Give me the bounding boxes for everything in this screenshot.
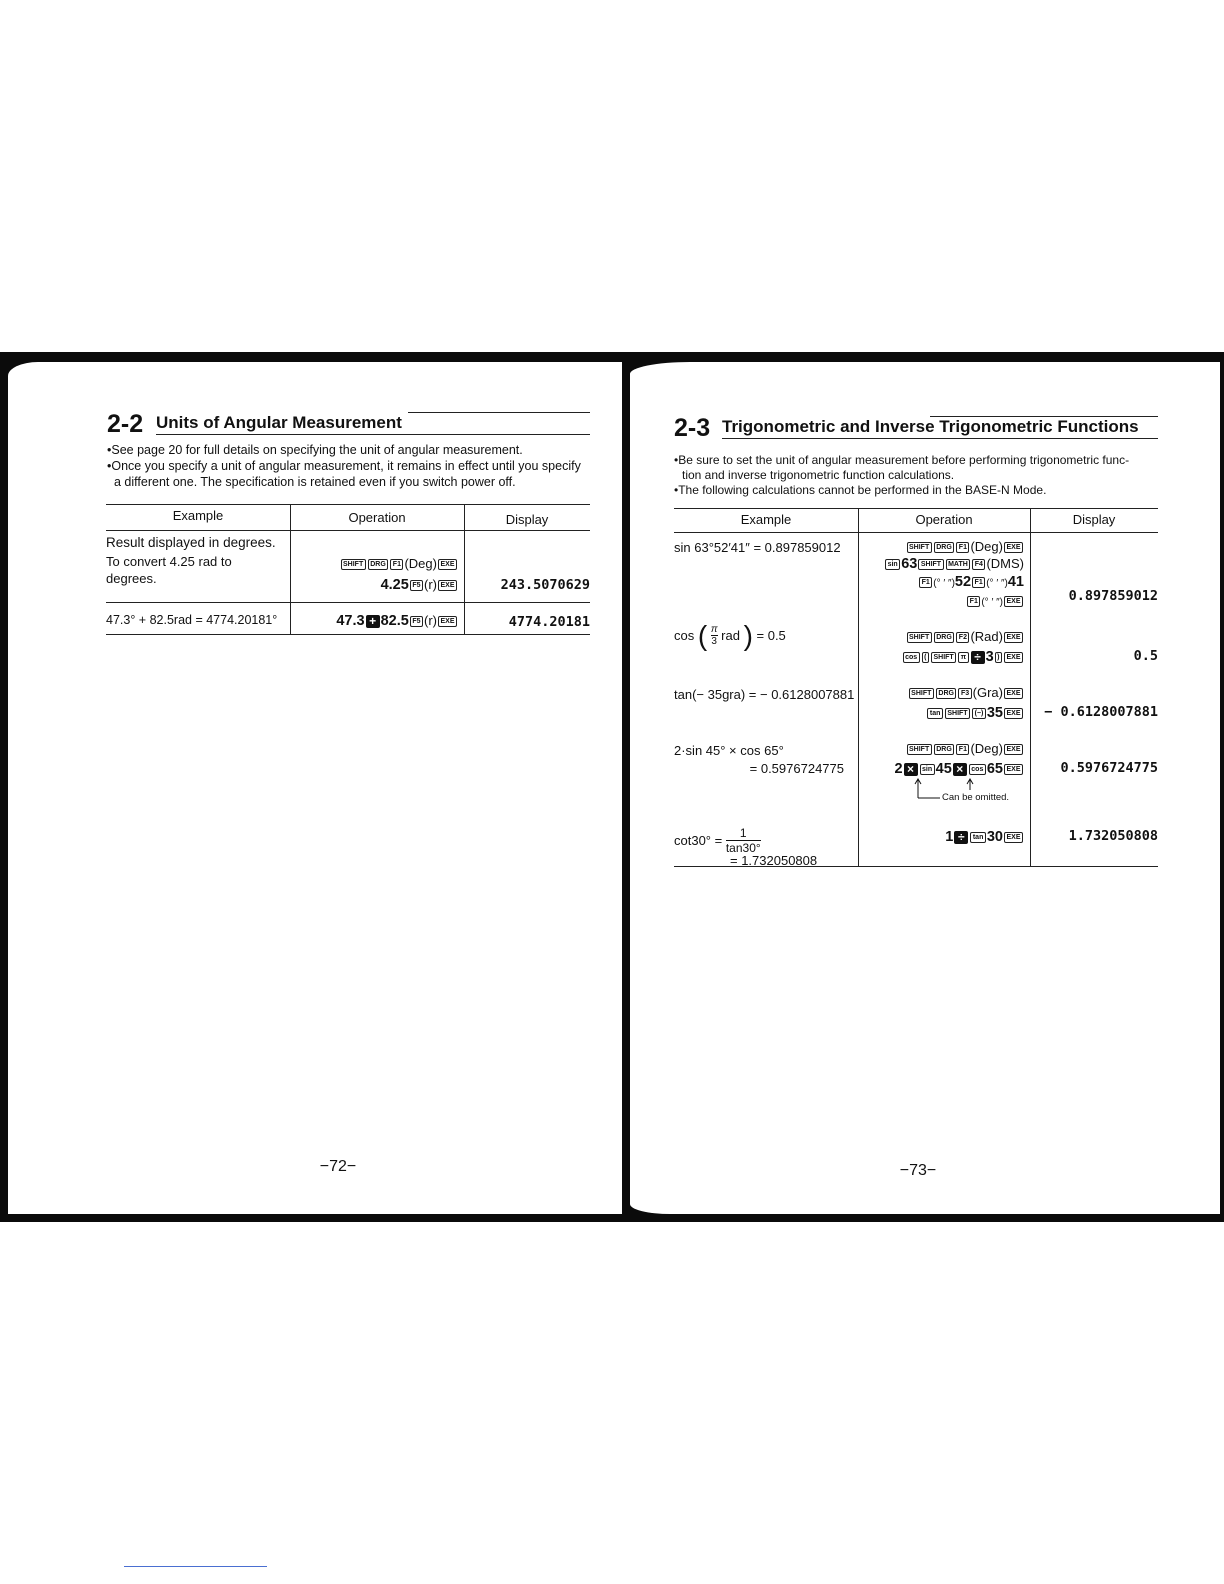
- display-value: 0.5: [1133, 648, 1158, 664]
- exe-key: EXE: [1004, 764, 1023, 775]
- example-sin: sin 63°52′41″ = 0.897859012: [674, 540, 841, 555]
- example-line: Result displayed in degrees.: [106, 535, 276, 550]
- rparen-key: ): [995, 652, 1002, 663]
- op-number: 45: [935, 761, 952, 777]
- operation-cell: [858, 538, 1024, 611]
- op-label: (DMS): [986, 556, 1024, 571]
- right-page: [630, 362, 1220, 1214]
- op-number: 2: [894, 761, 903, 777]
- header-display: Display: [505, 512, 549, 527]
- shift-key: SHIFT: [909, 688, 934, 699]
- exe-key: EXE: [438, 580, 457, 591]
- example-text: = 0.5: [756, 628, 786, 643]
- bullet-2: •Once you specify a unit of angular measurement, it remains in effect until you specify: [107, 459, 581, 473]
- exe-key: EXE: [1004, 688, 1023, 699]
- exe-key: EXE: [1004, 596, 1023, 607]
- op-number: 65: [986, 761, 1003, 777]
- operation-cell: [858, 628, 1024, 666]
- fraction-numerator: π: [710, 624, 718, 635]
- drg-key: DRG: [936, 688, 957, 699]
- page-number: −72−: [319, 1158, 357, 1175]
- exe-key: EXE: [438, 559, 457, 570]
- operation-cell: [858, 684, 1024, 722]
- shift-key: SHIFT: [907, 542, 932, 553]
- op-number: 41: [1007, 574, 1024, 590]
- operation-cell: [858, 828, 1024, 846]
- times-key: ×: [904, 763, 918, 776]
- op-label: (Deg): [970, 741, 1003, 756]
- drg-key: DRG: [934, 632, 955, 643]
- row-rule: [106, 602, 590, 603]
- cos-key: cos: [903, 652, 920, 663]
- header-display: Display: [1072, 512, 1116, 527]
- display-value: 1.732050808: [1068, 828, 1158, 844]
- header-rule: [674, 532, 1158, 533]
- f1-key: F1: [972, 577, 985, 588]
- op-number: 1: [945, 829, 954, 845]
- table-row: [106, 534, 276, 587]
- times-key: ×: [953, 763, 967, 776]
- operation-cell: [858, 740, 1024, 778]
- example-cot-result: = 1.732050808: [730, 853, 818, 868]
- shift-key: SHIFT: [945, 708, 970, 719]
- negative-key: (−): [972, 708, 986, 719]
- tan-key: tan: [927, 708, 943, 719]
- f1-key: F1: [967, 596, 980, 607]
- example-text: rad: [721, 628, 740, 643]
- paren-right: ): [743, 620, 753, 651]
- drg-key: DRG: [368, 559, 389, 570]
- header-operation: Operation: [348, 510, 406, 525]
- op-label: (r): [423, 613, 437, 628]
- op-number: 4.25: [380, 577, 409, 593]
- header-example: Example: [740, 512, 792, 527]
- table-row: 47.3° + 82.5rad = 4774.20181°: [106, 613, 278, 627]
- exe-key: EXE: [1004, 542, 1023, 553]
- exe-key: EXE: [1004, 652, 1023, 663]
- example-text: cos: [674, 628, 695, 643]
- omit-note: Can be omitted.: [942, 792, 1010, 803]
- op-number: 30: [986, 829, 1003, 845]
- shift-key: SHIFT: [931, 652, 956, 663]
- section-title: Trigonometric and Inverse Trigonometric Functions: [722, 417, 1139, 436]
- pi-key: π: [958, 652, 968, 663]
- operation-cell: [290, 612, 458, 630]
- bullet-1: •See page 20 for full details on specifying the unit of angular measurement.: [107, 443, 523, 457]
- example-cos: [674, 620, 786, 658]
- op-number: 3: [985, 649, 994, 665]
- op-label: (° ′ ″): [981, 597, 1003, 608]
- f5-key: F5: [410, 616, 423, 627]
- paren-left: (: [697, 620, 708, 651]
- f4-key: F4: [972, 559, 985, 570]
- op-number: 52: [954, 574, 972, 590]
- divide-key: ÷: [971, 651, 985, 664]
- shift-key: SHIFT: [341, 559, 366, 570]
- example-2sin-result: = 0.5976724775: [749, 761, 844, 776]
- display-value: 0.897859012: [1068, 588, 1158, 604]
- f1-key: F1: [919, 577, 932, 588]
- op-number: 63: [901, 556, 918, 572]
- display-value: 243.5070629: [500, 577, 590, 593]
- tan-key: tan: [970, 832, 986, 843]
- col-divider-2: [1030, 508, 1031, 866]
- example-cot: [674, 826, 761, 855]
- f5-key: F5: [410, 580, 423, 591]
- op-label: (Gra): [972, 685, 1003, 700]
- op-label: (° ′ ″): [933, 578, 955, 589]
- section-title: Units of Angular Measurement: [156, 413, 402, 432]
- example-line: degrees.: [106, 571, 157, 586]
- exe-key: EXE: [1004, 632, 1023, 643]
- example-tan: tan(− 35gra) = − 0.6128007881: [674, 687, 855, 702]
- drg-key: DRG: [934, 542, 955, 553]
- exe-key: EXE: [1004, 744, 1023, 755]
- table-bottom-rule: [106, 634, 590, 635]
- display-value: 4774.20181: [508, 614, 590, 630]
- display-value: − 0.6128007881: [1044, 704, 1158, 720]
- bullet-2: •The following calculations cannot be performed in the BASE-N Mode.: [674, 483, 1047, 497]
- bullet-1: •Be sure to set the unit of angular measurement before performing trigonometric func-: [674, 453, 1130, 467]
- op-number: 47.3: [336, 613, 365, 629]
- fraction-numerator: 1: [726, 826, 761, 841]
- header-rule: [106, 530, 590, 531]
- example-line: To convert 4.25 rad to: [106, 554, 232, 569]
- fraction: [711, 624, 718, 647]
- table-bottom-rule: [674, 866, 1158, 867]
- operation-cell: [290, 555, 458, 594]
- title-underline: [156, 434, 590, 435]
- sin-key: sin: [885, 559, 900, 570]
- title-underline: [722, 438, 1158, 439]
- divide-key: ÷: [954, 831, 968, 844]
- f2-key: F2: [956, 632, 969, 643]
- op-label: (° ′ ″): [986, 578, 1008, 589]
- fraction-denominator: 3: [711, 636, 717, 647]
- fraction-denominator: tan30°: [725, 841, 761, 855]
- shift-key: SHIFT: [907, 744, 932, 755]
- header-operation: Operation: [915, 512, 973, 527]
- exe-key: EXE: [1004, 832, 1023, 843]
- page-number: −73−: [899, 1162, 937, 1179]
- f1-key: F1: [390, 559, 403, 570]
- bullet-2-cont: a different one. The specification is retained even if you switch power off.: [114, 475, 516, 489]
- exe-key: EXE: [438, 616, 457, 627]
- op-label: (Deg): [404, 556, 437, 571]
- f1-key: F1: [956, 744, 969, 755]
- exe-key: EXE: [1004, 708, 1023, 719]
- plus-key: +: [366, 615, 380, 628]
- left-page: [8, 362, 622, 1214]
- op-label: (r): [423, 577, 437, 592]
- f1-key: F1: [956, 542, 969, 553]
- op-label: (Deg): [970, 539, 1003, 554]
- cos-key: cos: [969, 764, 986, 775]
- display-value: 0.5976724775: [1060, 760, 1158, 776]
- f3-key: F3: [958, 688, 971, 699]
- header-example: Example: [172, 508, 224, 523]
- footer-link-line: [124, 1566, 267, 1567]
- table-top-rule: [674, 508, 1158, 509]
- op-number: 82.5: [380, 613, 409, 629]
- sin-key: sin: [920, 764, 935, 775]
- shift-key: SHIFT: [918, 559, 943, 570]
- math-key: MATH: [946, 559, 971, 570]
- bullet-1-cont: tion and inverse trigonometric function calculations.: [682, 468, 955, 482]
- title-overline: [408, 412, 590, 413]
- shift-key: SHIFT: [907, 632, 932, 643]
- op-label: (Rad): [970, 629, 1003, 644]
- lparen-key: (: [922, 652, 929, 663]
- table-top-rule: [106, 504, 590, 505]
- title-overline: [930, 416, 1158, 417]
- section-number: 2-2: [107, 410, 144, 438]
- section-number: 2-3: [674, 414, 711, 442]
- example-text: cot30° =: [674, 833, 723, 848]
- example-2sin: 2·sin 45° × cos 65°: [674, 743, 784, 758]
- fraction: [726, 826, 761, 855]
- op-number: 35: [986, 705, 1003, 721]
- drg-key: DRG: [934, 744, 955, 755]
